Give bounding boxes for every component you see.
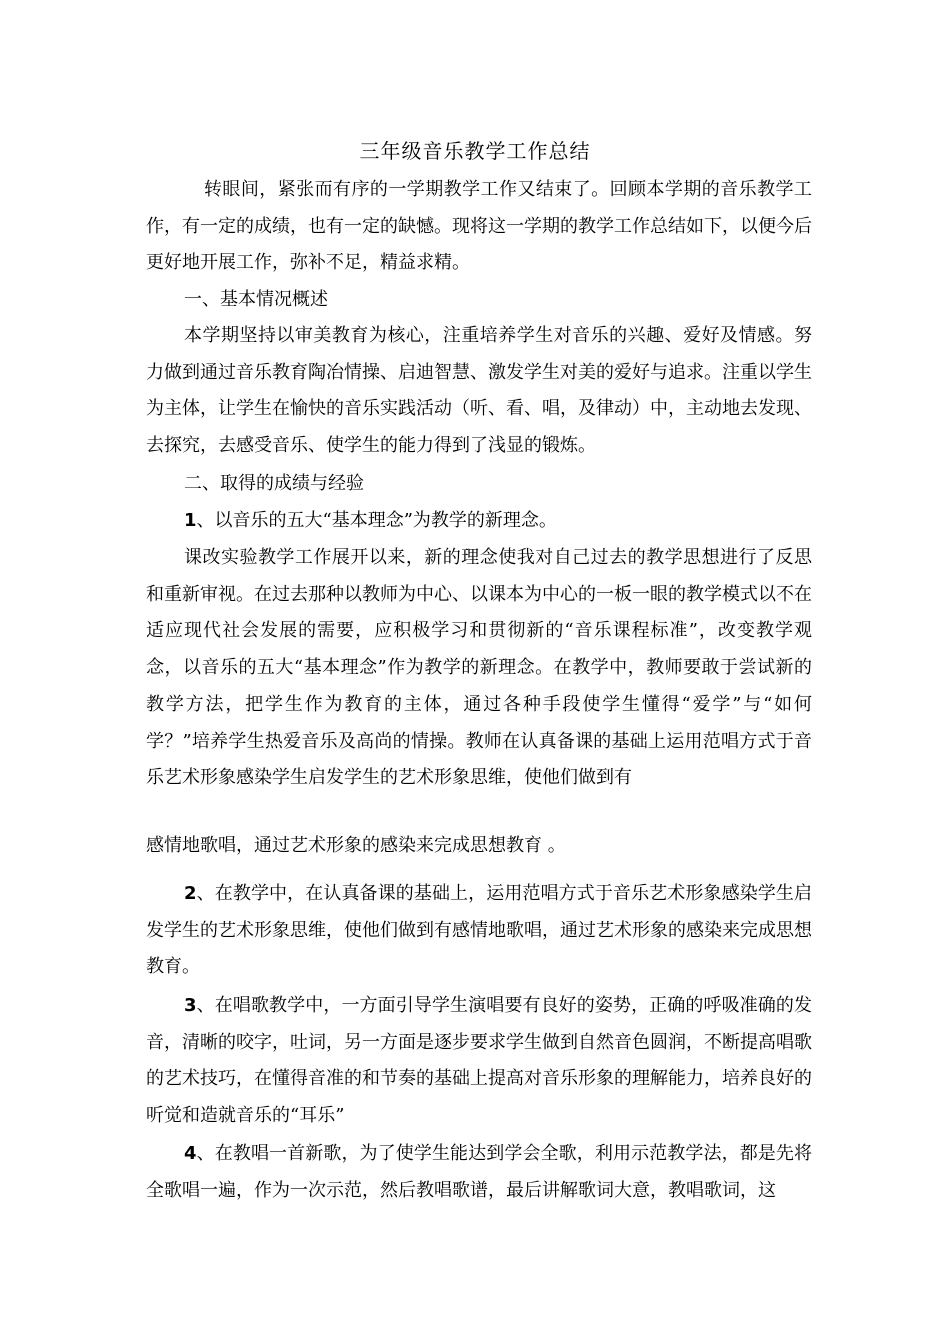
item4-number: 4 — [184, 1143, 197, 1164]
section1-heading: 一、基本情况概述 — [184, 289, 328, 310]
item4-text: 、在教唱一首新歌，为了使学生能达到学会全歌，利用示范教学法，都是先将全歌唱一遍，作为一次示范，然后教唱歌谱，最后讲解歌词大意，教唱歌词，这 — [146, 1143, 812, 1201]
section1-paragraph: 本学期坚持以审美教育为核心，注重培养学生对音乐的兴趣、爱好及情感。努力做到通过音乐教育陶冶情操、启迪智慧、激发学生对美的爱好与追求。注重以学生为主体，让学生在愉快的音乐实践活动（听、看、唱，及律动）中，主动地去发现、去探究，去感受音乐、使学生的能力得到了浅显的锻炼。 — [146, 325, 812, 457]
item1-title: 、以音乐的五大“基本理念”为教学的新理念。 — [196, 510, 557, 531]
item2-paragraph — [146, 876, 812, 986]
item2-number: 2 — [184, 883, 197, 904]
document-title: 三年级音乐教学工作总结 — [359, 139, 591, 163]
item3-text: 、在唱歌教学中，一方面引导学生演唱要有良好的姿势，正确的呼吸准确的发音，清晰的咬字，吐词，另一方面是逐步要求学生做到自然音色圆润，不断提高唱歌的艺术技巧，在懂得音准的和节奏的基础上提高对音乐形象的理解能力，培养良好的听觉和造就音乐的“耳乐” — [146, 995, 812, 1127]
item1-heading — [146, 503, 812, 540]
item1-number: 1 — [184, 510, 197, 531]
item2-text: 、在教学中，在认真备课的基础上，运用范唱方式于音乐艺术形象感染学生启发学生的艺术形象思维，使他们做到有感情地歌唱，通过艺术形象的感染来完成思想教育。 — [146, 883, 812, 978]
item3-number: 3 — [184, 995, 197, 1016]
item4-paragraph — [146, 1136, 812, 1209]
item1-paragraph-continued: 感情地歌唱，通过艺术形象的感染来完成思想教育 。 — [146, 835, 566, 856]
intro-paragraph: 转眼间，紧张而有序的一学期教学工作又结束了。回顾本学期的音乐教学工作，有一定的成绩，也有一定的缺憾。现将这一学期的教学工作总结如下，以便今后更好地开展工作，弥补不足，精益求精。 — [146, 179, 812, 274]
item1-paragraph: 课改实验教学工作展开以来，新的理念使我对自己过去的教学思想进行了反思和重新审视。在过去那种以教师为中心、以课本为中心的一板一眼的教学模式以不在适应现代社会发展的需要，应积极学习和贯彻新的“音乐课程标准”，改变教学观念，以音乐的五大“基本理念”作为教学的新理念。在教学中，教师要敢于尝试新的教学方法，把学生作为教育的主体，通过各种手段使学生懂得“爱学”与“如何学？”培养学生热爱音乐及高尚的情操。教师在认真备课的基础上运用范唱方式于音乐艺术形象感染学生启发学生的艺术形象思维，使他们做到有 — [146, 547, 812, 789]
section2-heading: 二、取得的成绩与经验 — [184, 473, 364, 494]
item3-paragraph — [146, 988, 812, 1135]
